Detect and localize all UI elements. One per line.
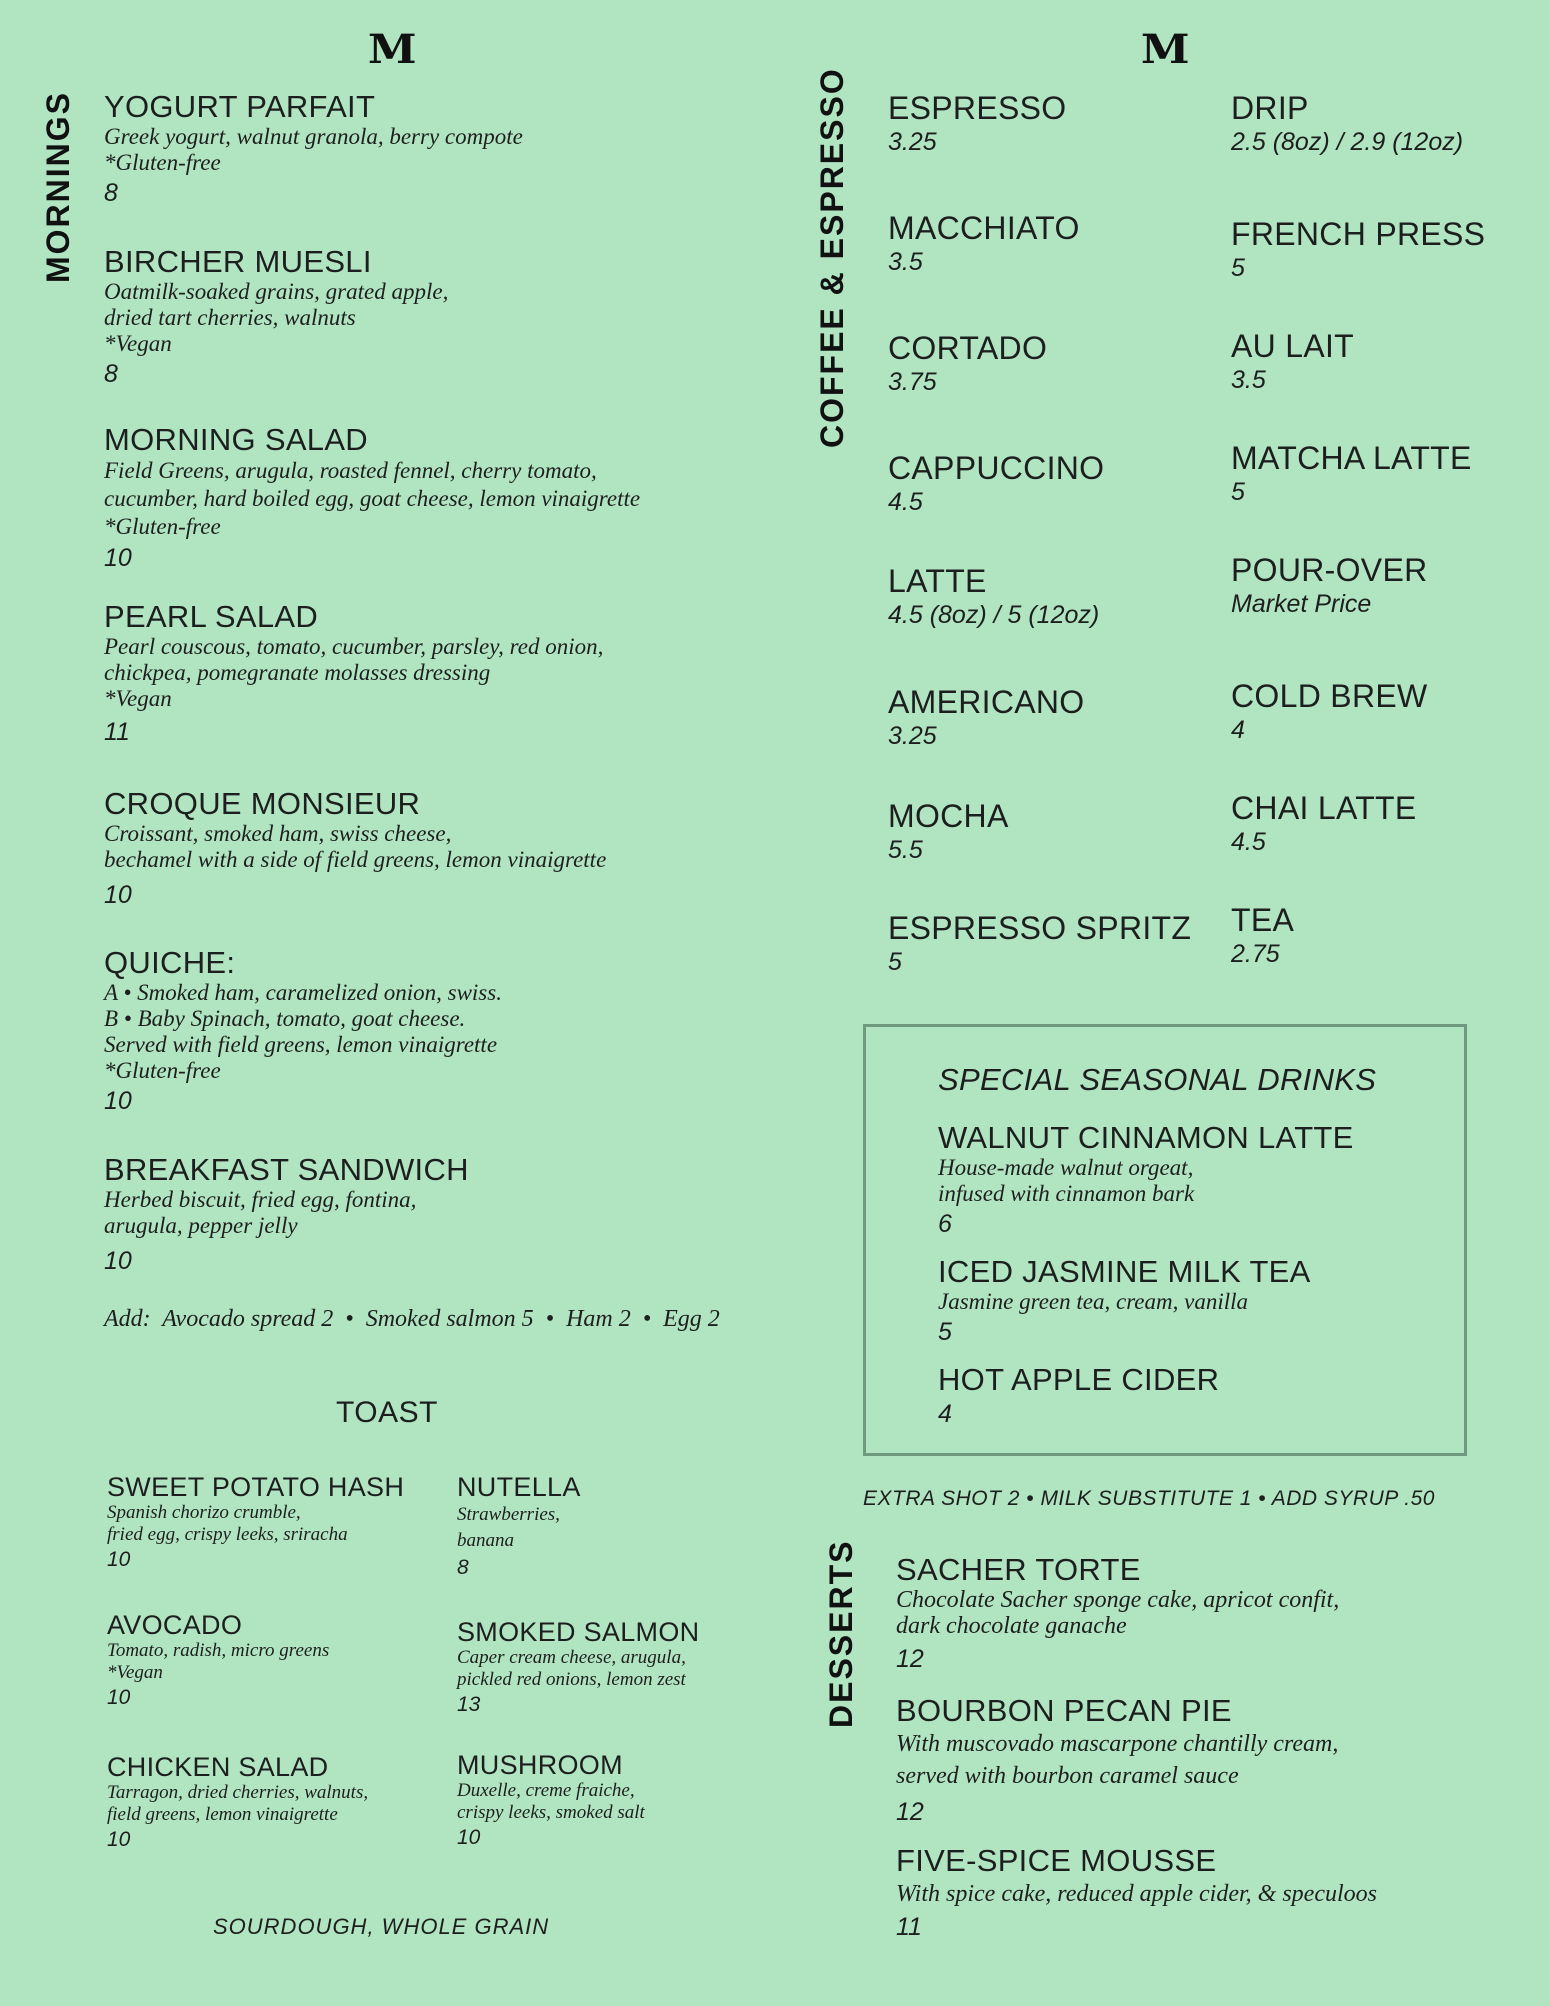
drink-price: 2.5 (8oz) / 2.9 (12oz) xyxy=(1231,128,1464,156)
item-price: 5 xyxy=(938,1318,952,1346)
drink-name: DRIP xyxy=(1231,90,1309,126)
dessert-item xyxy=(896,1553,1339,1679)
drink-name: AMERICANO xyxy=(888,684,1085,720)
bread-options: SOURDOUGH, WHOLE GRAIN xyxy=(213,1914,550,1939)
item-name: QUICHE: xyxy=(104,945,236,980)
seasonal-heading: SPECIAL SEASONAL DRINKS xyxy=(938,1062,1377,1097)
item-description: A • Smoked ham, caramelized onion, swiss. B • Baby Spinach, tomato, goat cheese. Served with field greens, lemon vinaigrette *Gluten-free xyxy=(104,980,502,1083)
dessert-item xyxy=(896,1844,1377,1944)
item-description: Caper cream cheese, arugula, pickled red onions, lemon zest xyxy=(457,1647,686,1690)
item-description: Spanish chorizo crumble, fried egg, crispy leeks, sriracha xyxy=(107,1502,348,1545)
seasonal-drinks-box xyxy=(863,1024,1467,1456)
drink-price: 3.5 xyxy=(1231,366,1266,394)
section-heading-mornings: MORNINGS xyxy=(40,91,76,283)
drink-item xyxy=(1231,678,1428,746)
drink-item xyxy=(1231,440,1472,508)
seasonal-item xyxy=(938,1255,1311,1349)
item-name: HOT APPLE CIDER xyxy=(938,1362,1220,1397)
item-price: 4 xyxy=(938,1400,952,1428)
drink-name: LATTE xyxy=(888,563,987,599)
menu-item xyxy=(104,90,523,210)
drink-item xyxy=(1231,902,1294,970)
drink-price: 5 xyxy=(1231,478,1245,506)
item-description: Greek yogurt, walnut granola, berry compote *Gluten-free xyxy=(104,124,523,175)
drink-name: ESPRESSO SPRITZ xyxy=(888,910,1192,946)
item-name: CROQUE MONSIEUR xyxy=(104,786,421,821)
item-name: BOURBON PECAN PIE xyxy=(896,1693,1232,1728)
menu-item xyxy=(104,423,640,575)
item-description: Tarragon, dried cherries, walnuts, field greens, lemon vinaigrette xyxy=(107,1782,369,1825)
item-name: FIVE-SPICE MOUSSE xyxy=(896,1843,1217,1878)
item-description: Pearl couscous, tomato, cucumber, parsley, red onion, chickpea, pomegranate molasses dressing *Vegan xyxy=(104,634,604,711)
item-name: PEARL SALAD xyxy=(104,599,319,634)
toast-item xyxy=(457,1617,699,1719)
item-name: AVOCADO xyxy=(107,1610,243,1640)
item-description: Duxelle, creme fraiche, crispy leeks, smoked salt xyxy=(457,1780,645,1823)
drink-item xyxy=(888,563,1099,631)
drink-price: 3.75 xyxy=(888,368,937,396)
item-name: CHICKEN SALAD xyxy=(107,1752,329,1782)
item-description: Field Greens, arugula, roasted fennel, cherry tomato, cucumber, hard boiled egg, goat cheese, lemon vinaigrette *Gluten-free xyxy=(104,458,641,539)
item-name: WALNUT CINNAMON LATTE xyxy=(938,1120,1354,1155)
drink-item xyxy=(888,798,1009,866)
drink-name: AU LAIT xyxy=(1231,328,1355,364)
drink-price: 2.75 xyxy=(1231,940,1280,968)
seasonal-item xyxy=(938,1363,1219,1431)
drink-name: CORTADO xyxy=(888,330,1048,366)
drink-price: 5 xyxy=(888,948,902,976)
drink-name: MATCHA LATTE xyxy=(1231,440,1472,476)
item-name: MORNING SALAD xyxy=(104,422,368,457)
toast-item xyxy=(107,1752,368,1854)
drink-name: MOCHA xyxy=(888,798,1009,834)
drink-item xyxy=(888,910,1191,978)
toast-item xyxy=(107,1610,329,1712)
dessert-item xyxy=(896,1694,1338,1832)
item-name: BREAKFAST SANDWICH xyxy=(104,1152,469,1187)
item-description: With muscovado mascarpone chantilly cream, served with bourbon caramel sauce xyxy=(896,1731,1339,1789)
drink-item xyxy=(1231,216,1485,284)
logo-left: M xyxy=(367,26,415,73)
drink-name: CAPPUCCINO xyxy=(888,450,1105,486)
drink-item xyxy=(888,90,1066,158)
menu-item xyxy=(104,600,603,752)
drink-price: 3.25 xyxy=(888,722,937,750)
drink-item xyxy=(888,210,1080,278)
item-name: NUTELLA xyxy=(457,1472,581,1502)
item-price: 10 xyxy=(107,1548,131,1571)
item-price: 6 xyxy=(938,1210,952,1238)
item-description: Croissant, smoked ham, swiss cheese, bechamel with a side of field greens, lemon vinaigrette xyxy=(104,821,607,872)
item-name: SACHER TORTE xyxy=(896,1552,1141,1587)
toast-item xyxy=(457,1750,645,1852)
item-price: 10 xyxy=(104,881,132,909)
item-description: Tomato, radish, micro greens *Vegan xyxy=(107,1640,330,1683)
item-price: 10 xyxy=(457,1826,481,1849)
drink-name: CHAI LATTE xyxy=(1231,790,1417,826)
menu-item xyxy=(104,1153,469,1283)
drink-item xyxy=(888,684,1085,752)
item-price: 8 xyxy=(104,179,118,207)
drink-price: 5.5 xyxy=(888,836,923,864)
drink-item xyxy=(888,330,1047,398)
toast-item xyxy=(107,1472,404,1574)
item-description: Chocolate Sacher sponge cake, apricot confit, dark chocolate ganache xyxy=(896,1587,1340,1639)
item-price: 10 xyxy=(104,1247,132,1275)
item-name: BIRCHER MUESLI xyxy=(104,244,372,279)
item-price: 10 xyxy=(107,1686,131,1709)
item-price: 11 xyxy=(104,718,130,746)
item-price: 11 xyxy=(896,1913,922,1941)
item-name: SWEET POTATO HASH xyxy=(107,1472,405,1502)
item-price: 10 xyxy=(107,1828,131,1851)
menu-item xyxy=(104,245,448,391)
seasonal-item xyxy=(938,1121,1354,1241)
drink-price: 3.5 xyxy=(888,248,923,276)
drink-name: FRENCH PRESS xyxy=(1231,216,1486,252)
item-name: SMOKED SALMON xyxy=(457,1617,700,1647)
menu-item xyxy=(104,787,606,917)
item-description: House-made walnut orgeat, infused with cinnamon bark xyxy=(938,1155,1195,1206)
item-description: Herbed biscuit, fried egg, fontina, arugula, pepper jelly xyxy=(104,1187,417,1238)
item-name: ICED JASMINE MILK TEA xyxy=(938,1254,1311,1289)
item-price: 13 xyxy=(457,1693,481,1716)
item-price: 10 xyxy=(104,1087,132,1115)
drink-price: 4.5 (8oz) / 5 (12oz) xyxy=(888,601,1100,629)
drink-price: 4.5 xyxy=(1231,828,1266,856)
section-heading-desserts: DESSERTS xyxy=(823,1539,859,1728)
toast-heading: TOAST xyxy=(336,1396,438,1429)
drink-name: MACCHIATO xyxy=(888,210,1080,246)
drink-item xyxy=(1231,90,1463,158)
item-price: 12 xyxy=(896,1645,924,1673)
drink-price: 4 xyxy=(1231,716,1245,744)
item-name: YOGURT PARFAIT xyxy=(104,89,376,124)
item-price: 12 xyxy=(896,1798,924,1826)
item-price: 8 xyxy=(104,360,118,388)
item-price: 8 xyxy=(457,1556,469,1579)
drink-price: Market Price xyxy=(1231,590,1372,618)
drink-item xyxy=(1231,790,1417,858)
section-heading-coffee: COFFEE & ESPRESSO xyxy=(814,67,850,448)
drink-item xyxy=(888,450,1104,518)
drink-name: TEA xyxy=(1231,902,1295,938)
menu-item xyxy=(104,946,502,1118)
drink-price: 3.25 xyxy=(888,128,937,156)
drink-name: COLD BREW xyxy=(1231,678,1428,714)
logo-right: M xyxy=(1140,26,1188,73)
coffee-extras: EXTRA SHOT 2 • MILK SUBSTITUTE 1 • ADD SYRUP .50 xyxy=(863,1487,1435,1510)
item-name: MUSHROOM xyxy=(457,1750,623,1780)
item-description: Oatmilk-soaked grains, grated apple, dried tart cherries, walnuts *Vegan xyxy=(104,279,449,356)
drink-price: 4.5 xyxy=(888,488,923,516)
item-description: Strawberries, banana xyxy=(457,1504,560,1551)
drink-name: POUR-OVER xyxy=(1231,552,1428,588)
toast-item xyxy=(457,1472,581,1582)
addons-line: Add: Avocado spread 2 • Smoked salmon 5 • Ham 2 • Egg 2 xyxy=(104,1306,720,1332)
item-description: With spice cake, reduced apple cider, & speculoos xyxy=(896,1881,1377,1907)
drink-name: ESPRESSO xyxy=(888,90,1067,126)
item-price: 10 xyxy=(104,544,132,572)
item-description: Jasmine green tea, cream, vanilla xyxy=(938,1289,1248,1314)
drink-item xyxy=(1231,552,1428,620)
drink-item xyxy=(1231,328,1354,396)
drink-price: 5 xyxy=(1231,254,1245,282)
